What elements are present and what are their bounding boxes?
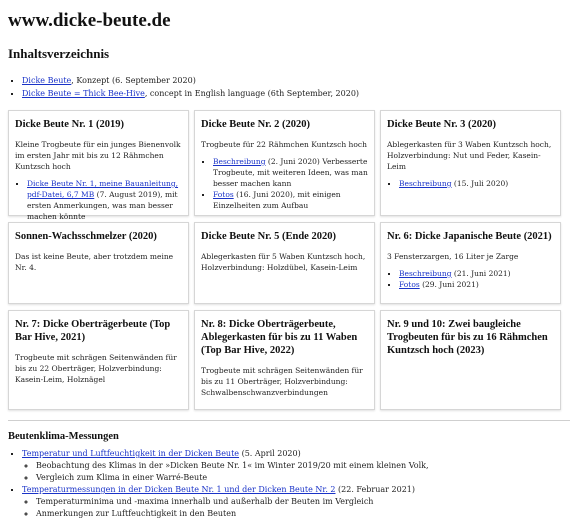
list-item-text: (29. Juni 2021)	[419, 280, 479, 289]
hive-6-photos-link[interactable]: Fotos	[399, 280, 420, 289]
list-item-text: (7. August 2019), mit ersten Anmerkungen, was man besser machen könnte	[27, 190, 178, 221]
card-links	[387, 178, 554, 189]
sub-list-item: ◦ Beobachtung des Klimas in der »Dicken Beute Nr. 1« im Winter 2019/20 mit einem kleinen Volk,	[36, 460, 572, 472]
list-item	[22, 74, 572, 87]
list-item-text: (21. Juni 2021)	[451, 269, 511, 278]
card-hive-6	[380, 222, 561, 304]
hive-3-description-link[interactable]: Beschreibung	[399, 179, 452, 188]
card-hive-3	[380, 110, 561, 216]
sub-list	[22, 496, 572, 520]
card-title: Sonnen-Wachsschmelzer (2020)	[15, 231, 157, 242]
hive-cards-grid	[8, 110, 563, 410]
klima-temperature-measurements-link[interactable]: Temperaturmessungen in der Dicken Beute Nr. 1 und der Dicken Beute Nr. 2	[22, 485, 336, 494]
sub-list-item: ◦ Anmerkungen zur Luftfeuchtigkeit in den Beuten	[36, 508, 572, 520]
card-title: Nr. 7: Dicke Oberträgerbeute (Top Bar Hive, 2021)	[15, 319, 171, 343]
concept-english-link[interactable]: Dicke Beute = Thick Bee-Hive	[22, 89, 145, 98]
list-item	[399, 268, 554, 279]
list-item	[399, 279, 554, 290]
hive-2-photos-link[interactable]: Fotos	[213, 190, 234, 199]
card-description: Trogbeute mit schrägen Seitenwänden für bis zu 11 Oberträger, Holzverbindung: Schwalbenschwanzverbindungen	[201, 366, 363, 397]
card-description: Das ist keine Beute, aber trotzdem meine Nr. 4.	[15, 252, 174, 272]
card-title: Dicke Beute Nr. 1 (2019)	[15, 119, 124, 130]
list-item-text: (22. Februar 2021)	[335, 485, 415, 494]
card-title: Dicke Beute Nr. 3 (2020)	[387, 119, 496, 130]
klima-heading: Beutenklima-Messungen	[8, 431, 119, 442]
list-item-text: (5. April 2020)	[239, 449, 301, 458]
card-wax-melter	[8, 222, 189, 304]
card-hive-9-10	[380, 310, 561, 410]
sub-list-item: ◦ Vergleich zum Klima in einer Warré-Beute	[36, 472, 572, 484]
list-item	[22, 87, 572, 100]
card-hive-1	[8, 110, 189, 221]
klima-list	[8, 448, 572, 520]
list-item	[213, 189, 368, 211]
list-item	[27, 178, 182, 222]
list-item	[213, 156, 368, 189]
sub-list-item: ◦ Temperaturminima und -maxima innerhalb und außerhalb der Beuten im Vergleich	[36, 496, 572, 508]
card-title: Nr. 8: Dicke Oberträgerbeute, Ablegerkasten für bis zu 11 Waben (Top Bar Hive, 2022)	[201, 319, 358, 356]
top-links-list	[8, 74, 572, 100]
card-title: Dicke Beute Nr. 5 (Ende 2020)	[201, 231, 336, 242]
toc-heading: Inhaltsverzeichnis	[8, 46, 110, 61]
card-title: Nr. 6: Dicke Japanische Beute (2021)	[387, 231, 552, 242]
hive-6-description-link[interactable]: Beschreibung	[399, 269, 452, 278]
list-item-text: (15. Juli 2020)	[451, 179, 509, 188]
list-item	[399, 178, 554, 189]
list-item	[22, 448, 572, 484]
concept-link[interactable]: Dicke Beute	[22, 76, 72, 85]
list-item-text: , Konzept (6. September 2020)	[71, 76, 196, 85]
hive-1-pdf-link[interactable]: Dicke Beute Nr. 1, meine Bauanleitung, pdf-Datei, 6,7 MB	[27, 179, 179, 199]
card-links	[201, 156, 368, 211]
site-title: www.dicke-beute.de	[8, 10, 171, 31]
card-title: Nr. 9 und 10: Zwei baugleiche Trogbeuten für bis zu 16 Rähmchen Kuntzsch hoch (2023)	[387, 319, 548, 356]
card-description: Ablegerkasten für 5 Waben Kuntzsch hoch, Holzverbindung: Holzdübel, Kasein-Leim	[201, 252, 366, 272]
card-description: Trogbeute für 22 Rähmchen Kuntzsch hoch	[201, 140, 367, 149]
card-description: Trogbeute mit schrägen Seitenwänden für bis zu 22 Oberträger, Holzverbindung: Kasein-Leim, Holznägel	[15, 353, 177, 384]
list-item-text: (16. Juni 2020), mit einigen Einzelheiten zum Aufbau	[213, 190, 341, 210]
hive-2-description-link[interactable]: Beschreibung	[213, 157, 266, 166]
card-description: Kleine Trogbeute für ein junges Bienenvolk im ersten Jahr mit bis zu 12 Rähmchen Kuntzsch hoch	[15, 140, 181, 171]
divider	[8, 420, 570, 421]
card-hive-8	[194, 310, 375, 410]
list-item-text: (2. Juni 2020) Verbesserte Trogbeute, mit weiteren Ideen, was man besser machen kann	[213, 157, 368, 188]
card-hive-5	[194, 222, 375, 304]
card-hive-2	[194, 110, 375, 216]
list-item	[22, 484, 572, 520]
card-description: Ablegerkasten für 3 Waben Kuntzsch hoch, Holzverbindung: Nut und Feder, Kasein-Leim	[387, 140, 552, 171]
card-title: Dicke Beute Nr. 2 (2020)	[201, 119, 310, 130]
klima-temperature-humidity-link[interactable]: Temperatur und Luftfeuchtigkeit in der Dicken Beute	[22, 449, 240, 458]
card-description: 3 Fensterzargen, 16 Liter je Zarge	[387, 252, 519, 261]
sub-list	[22, 460, 572, 484]
card-hive-7	[8, 310, 189, 410]
list-item-text: , concept in English language (6th September, 2020)	[144, 89, 360, 98]
card-links	[387, 268, 554, 290]
card-links	[15, 178, 182, 222]
